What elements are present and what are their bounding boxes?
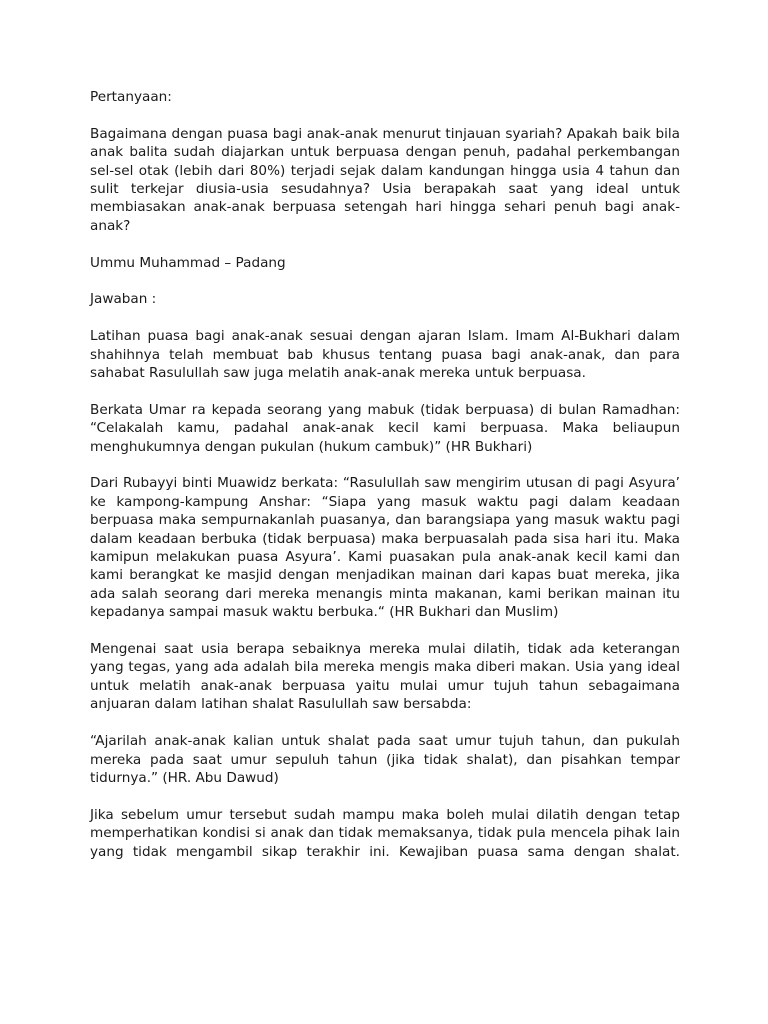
answer-paragraph: Dari Rubayyi binti Muawidz berkata: “Rasulullah saw mengirim utusan di pagi Asyura’ ke kampong-kampung Anshar: “Siapa yang masuk waktu pagi dalam keadaan berpuasa maka sempurnakanlah puasanya, dan barangsiapa yang masuk waktu pagi dalam keadaan berbuka (tidak berpuasa) maka berpuasalah pada sisa hari itu. Maka kamipun melakukan puasa Asyura’. Kami puasakan pula anak-anak kecil kami dan kami berangkat ke masjid dengan menjadikan mainan dari kapas buat mereka, jika ada salah seorang dari mereka menangis minta makanan, kami berikan mainan itu kepadanya sampai masuk waktu berbuka.“ (HR Bukhari dan Muslim)	[90, 475, 680, 621]
asker-signature: Ummu Muhammad – Padang	[90, 254, 286, 271]
answer-paragraph: Latihan puasa bagi anak-anak sesuai dengan ajaran Islam. Imam Al-Bukhari dalam shahihnya telah membuat bab khusus tentang puasa bagi anak-anak, dan para sahabat Rasulullah saw juga melatih anak-anak mereka untuk berpuasa.	[90, 328, 680, 382]
answer-paragraph: Berkata Umar ra kepada seorang yang mabuk (tidak berpuasa) di bulan Ramadhan: “Celakalah kamu, padahal anak-anak kecil kami berpuasa. Maka beliaupun menghukumnya dengan pukulan (hukum cambuk)” (HR Bukhari)	[90, 401, 680, 455]
answer-paragraph: Jika sebelum umur tersebut sudah mampu maka boleh mulai dilatih dengan tetap memperhatikan kondisi si anak dan tidak memaksanya, tidak pula mencela pihak lain yang tidak mengambil sikap terakhir ini. Kewajiban puasa sama dengan shalat.	[90, 806, 680, 860]
document-page	[90, 88, 680, 879]
question-body: Bagaimana dengan puasa bagi anak-anak menurut tinjauan syariah? Apakah baik bila anak balita sudah diajarkan untuk berpuasa dengan penuh, padahal perkembangan sel-sel otak (lebih dari 80%) terjadi sejak dalam kandungan hingga usia 4 tahun dan sulit terkejar diusia-usia sesudahnya? Usia berapakah saat yang ideal untuk membiasakan anak-anak berpuasa setengah hari hingga sehari penuh bagi anak-anak?	[90, 125, 680, 234]
question-heading: Pertanyaan:	[90, 89, 172, 105]
hadith-quote: “Ajarilah anak-anak kalian untuk shalat pada saat umur tujuh tahun, dan pukulah mereka pada saat umur sepuluh tahun (jika tidak shalat), dan pisahkan tempar tidurnya.” (HR. Abu Dawud)	[90, 733, 680, 786]
answer-paragraph: Mengenai saat usia berapa sebaiknya mereka mulai dilatih, tidak ada keterangan yang tegas, yang ada adalah bila mereka mengis maka diberi makan. Usia yang ideal untuk melatih anak-anak berpuasa yaitu mulai umur tujuh tahun sebagaimana anjuaran dalam latihan shalat Rasulullah saw bersabda:	[90, 641, 680, 713]
answer-heading: Jawaban :	[90, 291, 157, 308]
